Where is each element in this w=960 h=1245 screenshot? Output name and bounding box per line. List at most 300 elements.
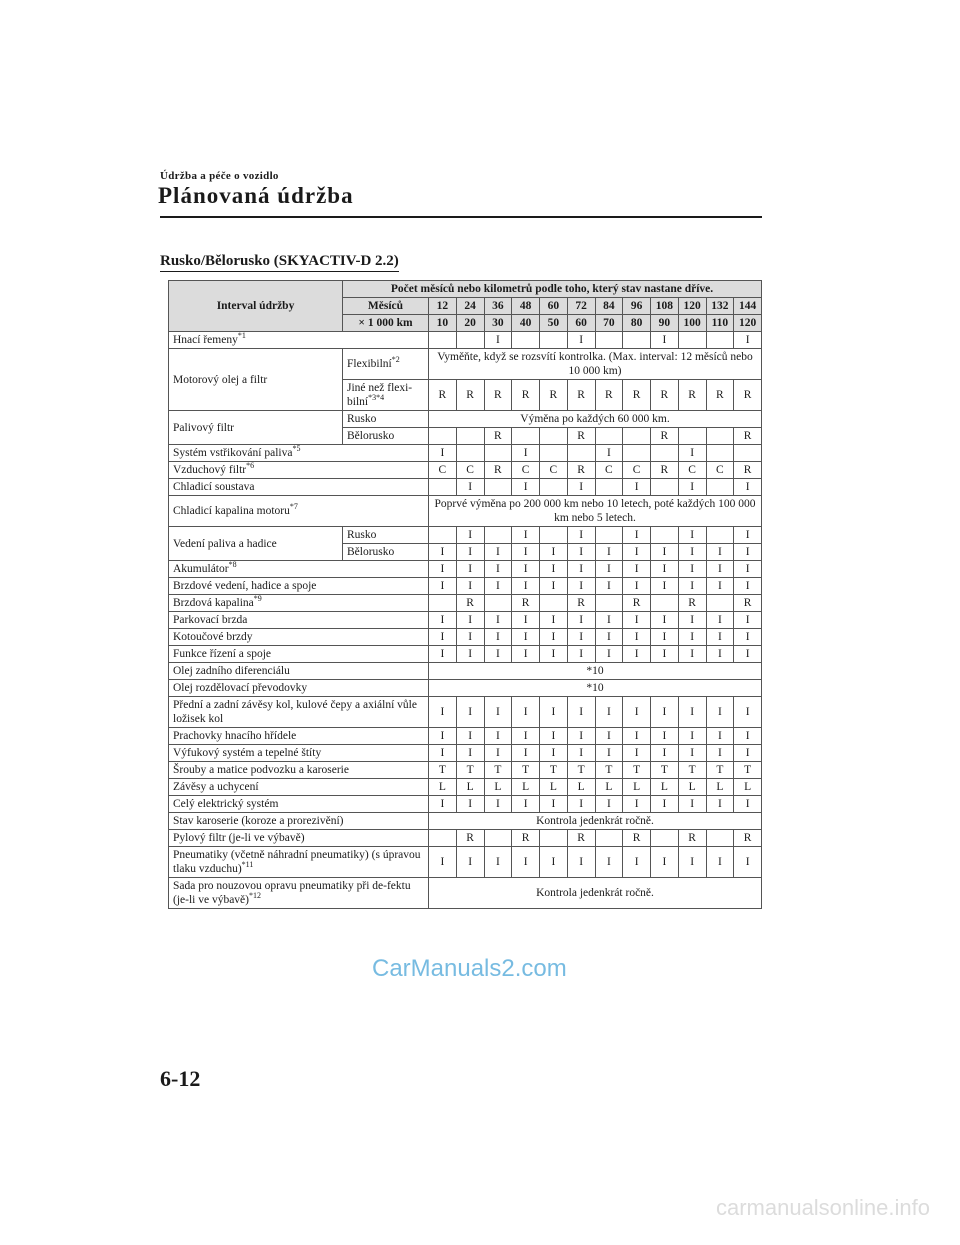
schedule-cell: L (595, 779, 623, 796)
schedule-cell: I (706, 728, 734, 745)
schedule-cell: I (512, 646, 540, 663)
schedule-cell (651, 830, 679, 847)
schedule-cell (540, 428, 568, 445)
row-note: Kontrola jedenkrát ročně. (429, 813, 762, 830)
interval-description-header: Počet měsíců nebo kilometrů podle toho, který stav nastane dříve. (343, 281, 762, 298)
schedule-cell: R (651, 462, 679, 479)
table-row (169, 561, 762, 578)
schedule-cell: I (706, 646, 734, 663)
table-row (169, 830, 762, 847)
month-cell: 36 (484, 298, 512, 315)
page-title: Plánovaná údržba (158, 183, 354, 208)
schedule-cell: I (595, 544, 623, 561)
schedule-cell: I (484, 332, 512, 349)
schedule-cell: I (734, 578, 762, 595)
schedule-cell: I (734, 697, 762, 728)
row-label: Hnací řemeny$^{*1}$ (169, 332, 429, 349)
schedule-cell (484, 527, 512, 544)
schedule-cell: I (706, 612, 734, 629)
table-row (169, 578, 762, 595)
row-note: *10 (429, 680, 762, 697)
schedule-cell: I (651, 728, 679, 745)
km-cell: 20 (456, 315, 484, 332)
schedule-cell: I (484, 646, 512, 663)
row-label: Závěsy a uchycení (169, 779, 429, 796)
schedule-cell: I (595, 629, 623, 646)
schedule-cell: I (484, 561, 512, 578)
row-label: Vzduchový filtr$^{*6}$ (169, 462, 429, 479)
row-note: Kontrola jedenkrát ročně. (429, 878, 762, 909)
schedule-cell (429, 595, 457, 612)
schedule-cell: I (512, 796, 540, 813)
row-label: Palivový filtr (169, 411, 343, 445)
schedule-cell: L (540, 779, 568, 796)
schedule-cell (512, 428, 540, 445)
schedule-cell: C (540, 462, 568, 479)
schedule-cell: I (484, 612, 512, 629)
schedule-cell: I (567, 561, 595, 578)
footnote-ref: *9 (253, 594, 262, 604)
table-row (169, 479, 762, 496)
table-row (169, 663, 762, 680)
km-cell: 110 (706, 315, 734, 332)
schedule-cell: R (512, 830, 540, 847)
schedule-cell: I (456, 479, 484, 496)
table-row (169, 646, 762, 663)
schedule-cell: I (484, 745, 512, 762)
schedule-cell: I (651, 629, 679, 646)
footnote-ref: *1 (237, 331, 246, 341)
table-row (169, 496, 762, 527)
schedule-cell: L (734, 779, 762, 796)
schedule-cell: T (623, 762, 651, 779)
schedule-cell: I (623, 796, 651, 813)
schedule-cell: R (678, 830, 706, 847)
schedule-cell: I (567, 745, 595, 762)
table-row (169, 680, 762, 697)
schedule-cell (540, 527, 568, 544)
schedule-cell (429, 527, 457, 544)
schedule-cell: I (567, 728, 595, 745)
schedule-cell: I (595, 728, 623, 745)
row-label: Prachovky hnacího hřídele (169, 728, 429, 745)
schedule-cell: T (429, 762, 457, 779)
schedule-cell: R (456, 380, 484, 411)
km-cell: 40 (512, 315, 540, 332)
schedule-cell: I (651, 646, 679, 663)
schedule-cell: I (567, 697, 595, 728)
sub-row-label: Rusko (343, 527, 429, 544)
km-cell: 90 (651, 315, 679, 332)
schedule-cell: R (651, 428, 679, 445)
schedule-cell: T (484, 762, 512, 779)
schedule-cell (595, 527, 623, 544)
schedule-cell (595, 428, 623, 445)
schedule-cell: I (456, 544, 484, 561)
schedule-cell: I (651, 561, 679, 578)
schedule-cell (651, 595, 679, 612)
schedule-cell (595, 830, 623, 847)
schedule-cell (540, 445, 568, 462)
table-row (169, 762, 762, 779)
schedule-cell: I (429, 561, 457, 578)
schedule-cell: I (456, 796, 484, 813)
table-row (169, 728, 762, 745)
schedule-cell: I (734, 527, 762, 544)
schedule-cell: I (512, 728, 540, 745)
schedule-cell: I (678, 445, 706, 462)
table-row (169, 813, 762, 830)
schedule-cell: I (706, 561, 734, 578)
schedule-cell: I (706, 629, 734, 646)
schedule-cell: R (706, 380, 734, 411)
schedule-cell: I (651, 332, 679, 349)
title-rule (160, 216, 762, 218)
schedule-cell (456, 445, 484, 462)
schedule-cell (706, 527, 734, 544)
schedule-cell: I (595, 847, 623, 878)
schedule-cell: L (651, 779, 679, 796)
schedule-cell: I (678, 561, 706, 578)
schedule-cell: I (429, 728, 457, 745)
schedule-cell: I (734, 847, 762, 878)
schedule-cell: I (678, 544, 706, 561)
schedule-cell: I (429, 745, 457, 762)
table-row (169, 697, 762, 728)
km-cell: 10 (429, 315, 457, 332)
schedule-cell: T (540, 762, 568, 779)
schedule-cell: I (734, 745, 762, 762)
footnote-ref: *6 (246, 461, 255, 471)
schedule-cell: I (734, 796, 762, 813)
schedule-cell: R (567, 595, 595, 612)
schedule-cell (484, 445, 512, 462)
schedule-cell: I (651, 612, 679, 629)
month-cell: 108 (651, 298, 679, 315)
schedule-cell: I (540, 544, 568, 561)
schedule-cell: I (595, 612, 623, 629)
schedule-cell: R (623, 595, 651, 612)
schedule-cell: I (484, 697, 512, 728)
schedule-cell: I (567, 479, 595, 496)
schedule-cell: R (734, 595, 762, 612)
schedule-cell: R (429, 380, 457, 411)
month-cell: 132 (706, 298, 734, 315)
schedule-cell: I (484, 728, 512, 745)
schedule-cell: R (512, 595, 540, 612)
schedule-cell: I (706, 578, 734, 595)
schedule-cell: R (456, 595, 484, 612)
schedule-cell: I (429, 629, 457, 646)
schedule-cell: I (706, 745, 734, 762)
footnote-ref: *7 (289, 502, 298, 512)
schedule-cell (706, 479, 734, 496)
schedule-cell: C (678, 462, 706, 479)
row-label: Celý elektrický systém (169, 796, 429, 813)
schedule-cell: I (678, 728, 706, 745)
sub-row-label: Bělorusko (343, 544, 429, 561)
schedule-cell: I (651, 847, 679, 878)
schedule-cell: I (623, 745, 651, 762)
schedule-cell: I (429, 796, 457, 813)
schedule-cell: I (623, 578, 651, 595)
schedule-cell: I (678, 578, 706, 595)
schedule-cell: I (540, 578, 568, 595)
row-note: Výměna po každých 60 000 km. (429, 411, 762, 428)
schedule-cell: I (623, 728, 651, 745)
row-label: Sada pro nouzovou opravu pneumatiky při de-fektu (je-li ve výbavě)$^{*12}$ (169, 878, 429, 909)
schedule-cell: I (512, 527, 540, 544)
schedule-cell (540, 332, 568, 349)
schedule-cell: I (567, 527, 595, 544)
schedule-cell: I (512, 479, 540, 496)
km-cell: 60 (567, 315, 595, 332)
month-cell: 144 (734, 298, 762, 315)
km-cell: 80 (623, 315, 651, 332)
table-row (169, 527, 762, 544)
schedule-cell: I (734, 479, 762, 496)
footer-url: carmanualsonline.info (715, 1195, 930, 1220)
schedule-cell: I (595, 646, 623, 663)
schedule-cell: I (651, 544, 679, 561)
schedule-cell: I (512, 445, 540, 462)
schedule-cell: T (512, 762, 540, 779)
schedule-cell: L (678, 779, 706, 796)
schedule-cell: I (567, 544, 595, 561)
schedule-cell: I (456, 847, 484, 878)
table-row (169, 878, 762, 909)
schedule-cell: I (678, 527, 706, 544)
schedule-cell (484, 479, 512, 496)
km-header: × 1 000 km (343, 315, 429, 332)
table-row (169, 629, 762, 646)
table-row (169, 462, 762, 479)
schedule-cell: I (429, 578, 457, 595)
schedule-cell (623, 445, 651, 462)
schedule-cell: I (456, 527, 484, 544)
schedule-cell (706, 830, 734, 847)
schedule-cell: I (512, 544, 540, 561)
schedule-cell: I (484, 796, 512, 813)
schedule-cell: T (678, 762, 706, 779)
sub-row-label: Rusko (343, 411, 429, 428)
schedule-cell: R (456, 830, 484, 847)
row-label: Chladicí kapalina motoru$^{*7}$ (169, 496, 429, 527)
row-label: Brzdová kapalina$^{*9}$ (169, 595, 429, 612)
watermark: CarManuals2.com (372, 955, 567, 982)
schedule-cell: C (429, 462, 457, 479)
schedule-cell (678, 332, 706, 349)
schedule-cell: I (456, 646, 484, 663)
schedule-cell: I (567, 646, 595, 663)
row-label: Brzdové vedení, hadice a spoje (169, 578, 429, 595)
schedule-cell: I (595, 745, 623, 762)
schedule-cell: I (484, 578, 512, 595)
schedule-cell: I (429, 612, 457, 629)
schedule-cell (595, 332, 623, 349)
schedule-cell: I (678, 697, 706, 728)
schedule-cell: I (678, 646, 706, 663)
row-label: Funkce řízení a spoje (169, 646, 429, 663)
row-label: Výfukový systém a tepelné štíty (169, 745, 429, 762)
schedule-cell: I (678, 796, 706, 813)
schedule-cell: I (734, 332, 762, 349)
schedule-cell: I (567, 612, 595, 629)
schedule-cell: I (484, 544, 512, 561)
schedule-cell: R (567, 428, 595, 445)
schedule-cell: I (540, 796, 568, 813)
table-row (169, 847, 762, 878)
footnote-ref: *5 (292, 444, 301, 454)
schedule-cell (540, 830, 568, 847)
schedule-cell: I (512, 629, 540, 646)
schedule-cell (651, 445, 679, 462)
row-label: Olej zadního diferenciálu (169, 663, 429, 680)
schedule-cell: R (484, 380, 512, 411)
schedule-cell: T (651, 762, 679, 779)
schedule-cell: I (595, 445, 623, 462)
schedule-cell: I (623, 612, 651, 629)
schedule-cell: I (623, 847, 651, 878)
schedule-cell: I (678, 629, 706, 646)
schedule-cell: I (623, 646, 651, 663)
schedule-cell: L (706, 779, 734, 796)
schedule-cell: I (651, 745, 679, 762)
schedule-cell: I (512, 561, 540, 578)
schedule-cell: I (595, 561, 623, 578)
schedule-cell: I (429, 544, 457, 561)
schedule-cell: R (540, 380, 568, 411)
schedule-cell (484, 595, 512, 612)
schedule-cell (595, 479, 623, 496)
schedule-cell: I (456, 728, 484, 745)
schedule-cell: I (429, 847, 457, 878)
schedule-cell: I (678, 847, 706, 878)
schedule-cell: R (484, 428, 512, 445)
schedule-cell: I (623, 479, 651, 496)
schedule-cell: R (734, 428, 762, 445)
schedule-cell: R (734, 380, 762, 411)
schedule-cell: I (456, 629, 484, 646)
schedule-cell: R (484, 462, 512, 479)
month-cell: 60 (540, 298, 568, 315)
schedule-cell: I (595, 697, 623, 728)
schedule-cell: I (706, 847, 734, 878)
schedule-cell: I (540, 847, 568, 878)
row-label: Stav karoserie (koroze a prorezivění) (169, 813, 429, 830)
schedule-cell: I (540, 728, 568, 745)
km-cell: 100 (678, 315, 706, 332)
schedule-cell (678, 428, 706, 445)
footnote-ref: *3*4 (368, 393, 385, 403)
schedule-cell: R (678, 595, 706, 612)
table-row (169, 612, 762, 629)
schedule-cell: R (512, 380, 540, 411)
schedule-cell: L (567, 779, 595, 796)
schedule-cell (429, 428, 457, 445)
schedule-cell: I (678, 479, 706, 496)
schedule-cell (706, 332, 734, 349)
schedule-cell (706, 595, 734, 612)
km-cell: 70 (595, 315, 623, 332)
page-number: 6-12 (160, 1066, 201, 1091)
schedule-cell: T (456, 762, 484, 779)
table-row (169, 595, 762, 612)
schedule-cell: R (595, 380, 623, 411)
schedule-cell (706, 445, 734, 462)
schedule-cell: I (540, 697, 568, 728)
table-row (169, 779, 762, 796)
footnote-ref: *12 (249, 891, 261, 901)
schedule-cell (456, 332, 484, 349)
section-heading: Údržba a péče o vozidlo (160, 170, 279, 182)
schedule-cell: I (567, 629, 595, 646)
schedule-cell: T (706, 762, 734, 779)
row-label: Pneumatiky (včetně náhradní pneumatiky) (s úpravou tlaku vzduchu)$^{*11}$ (169, 847, 429, 878)
month-cell: 120 (678, 298, 706, 315)
month-cell: 48 (512, 298, 540, 315)
month-cell: 72 (567, 298, 595, 315)
schedule-cell: R (567, 380, 595, 411)
table-row (169, 796, 762, 813)
schedule-cell (484, 830, 512, 847)
km-cell: 30 (484, 315, 512, 332)
schedule-cell: I (734, 561, 762, 578)
schedule-cell (540, 595, 568, 612)
schedule-cell: I (540, 745, 568, 762)
schedule-cell (567, 445, 595, 462)
schedule-cell: I (706, 697, 734, 728)
row-note: *10 (429, 663, 762, 680)
schedule-cell: I (429, 646, 457, 663)
row-label: Pylový filtr (je-li ve výbavě) (169, 830, 429, 847)
schedule-cell (595, 595, 623, 612)
schedule-cell: I (567, 796, 595, 813)
schedule-cell (429, 332, 457, 349)
row-label: Kotoučové brzdy (169, 629, 429, 646)
row-label: Parkovací brzda (169, 612, 429, 629)
schedule-cell: I (540, 561, 568, 578)
schedule-cell: L (484, 779, 512, 796)
schedule-cell (651, 479, 679, 496)
schedule-cell: C (706, 462, 734, 479)
schedule-cell: I (540, 629, 568, 646)
schedule-cell: I (540, 646, 568, 663)
row-label: Vedení paliva a hadice (169, 527, 343, 561)
schedule-cell: I (734, 629, 762, 646)
row-label: Přední a zadní závěsy kol, kulové čepy a axiální vůle ložisek kol (169, 697, 429, 728)
row-label: Akumulátor$^{*8}$ (169, 561, 429, 578)
row-label: Šrouby a matice podvozku a karoserie (169, 762, 429, 779)
schedule-cell: T (567, 762, 595, 779)
schedule-cell: I (734, 612, 762, 629)
table-subtitle: Rusko/Bělorusko (SKYACTIV-D 2.2) (160, 253, 399, 272)
schedule-cell: I (512, 697, 540, 728)
row-note: Vyměňte, když se rozsvítí kontrolka. (Max. interval: 12 měsíců nebo 10 000 km) (429, 349, 762, 380)
schedule-cell: C (595, 462, 623, 479)
table-row (169, 349, 762, 380)
sub-row-label: Bělorusko (343, 428, 429, 445)
schedule-cell: I (512, 745, 540, 762)
schedule-cell: I (623, 561, 651, 578)
month-cell: 24 (456, 298, 484, 315)
schedule-cell: I (651, 796, 679, 813)
schedule-cell: I (456, 612, 484, 629)
schedule-cell: I (567, 847, 595, 878)
interval-header: Interval údržby (169, 281, 343, 332)
table-row (169, 745, 762, 762)
table-row (169, 445, 762, 462)
